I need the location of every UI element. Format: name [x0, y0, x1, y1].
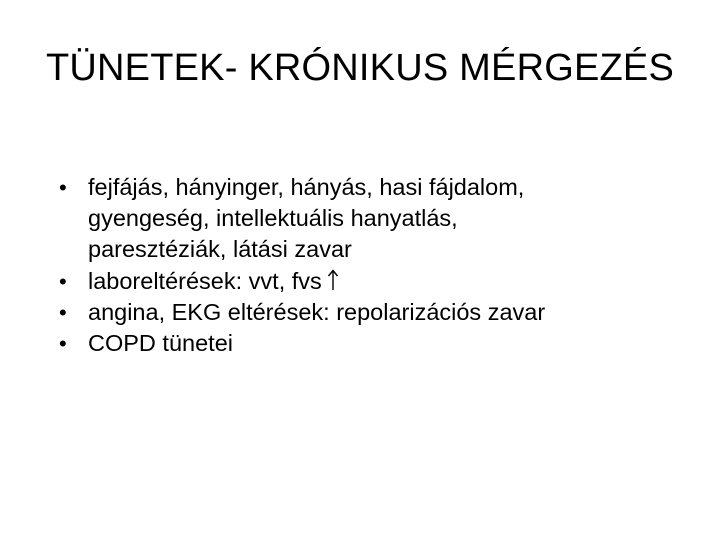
- bullet-text: laboreltérések: vvt, fvs: [88, 267, 322, 294]
- up-arrow-icon: [327, 268, 339, 292]
- slide-title: TÜNETEK- KRÓNIKUS MÉRGEZÉS: [45, 47, 675, 89]
- bullet-item-angina: [58, 297, 678, 328]
- bullet-text: angina, EKG eltérések: repolarizációs zavar: [88, 298, 546, 325]
- bullet-item-copd: [58, 328, 678, 359]
- bullet-dot: •: [59, 299, 67, 325]
- bullet-line: paresztéziák, látási zavar: [88, 236, 352, 263]
- bullet-text: COPD tünetei: [88, 330, 233, 357]
- bullet-list: [58, 172, 678, 359]
- bullet-dot: •: [59, 331, 67, 357]
- bullet-item-lab: [58, 266, 678, 297]
- bullet-dot: •: [59, 268, 67, 294]
- bullet-dot: •: [59, 175, 67, 200]
- bullet-item-symptoms: [58, 172, 678, 266]
- bullet-line: fejfájás, hányinger, hányás, hasi fájdalom,: [88, 174, 525, 200]
- bullet-line: gyengeség, intellektuális hanyatlás,: [88, 205, 458, 232]
